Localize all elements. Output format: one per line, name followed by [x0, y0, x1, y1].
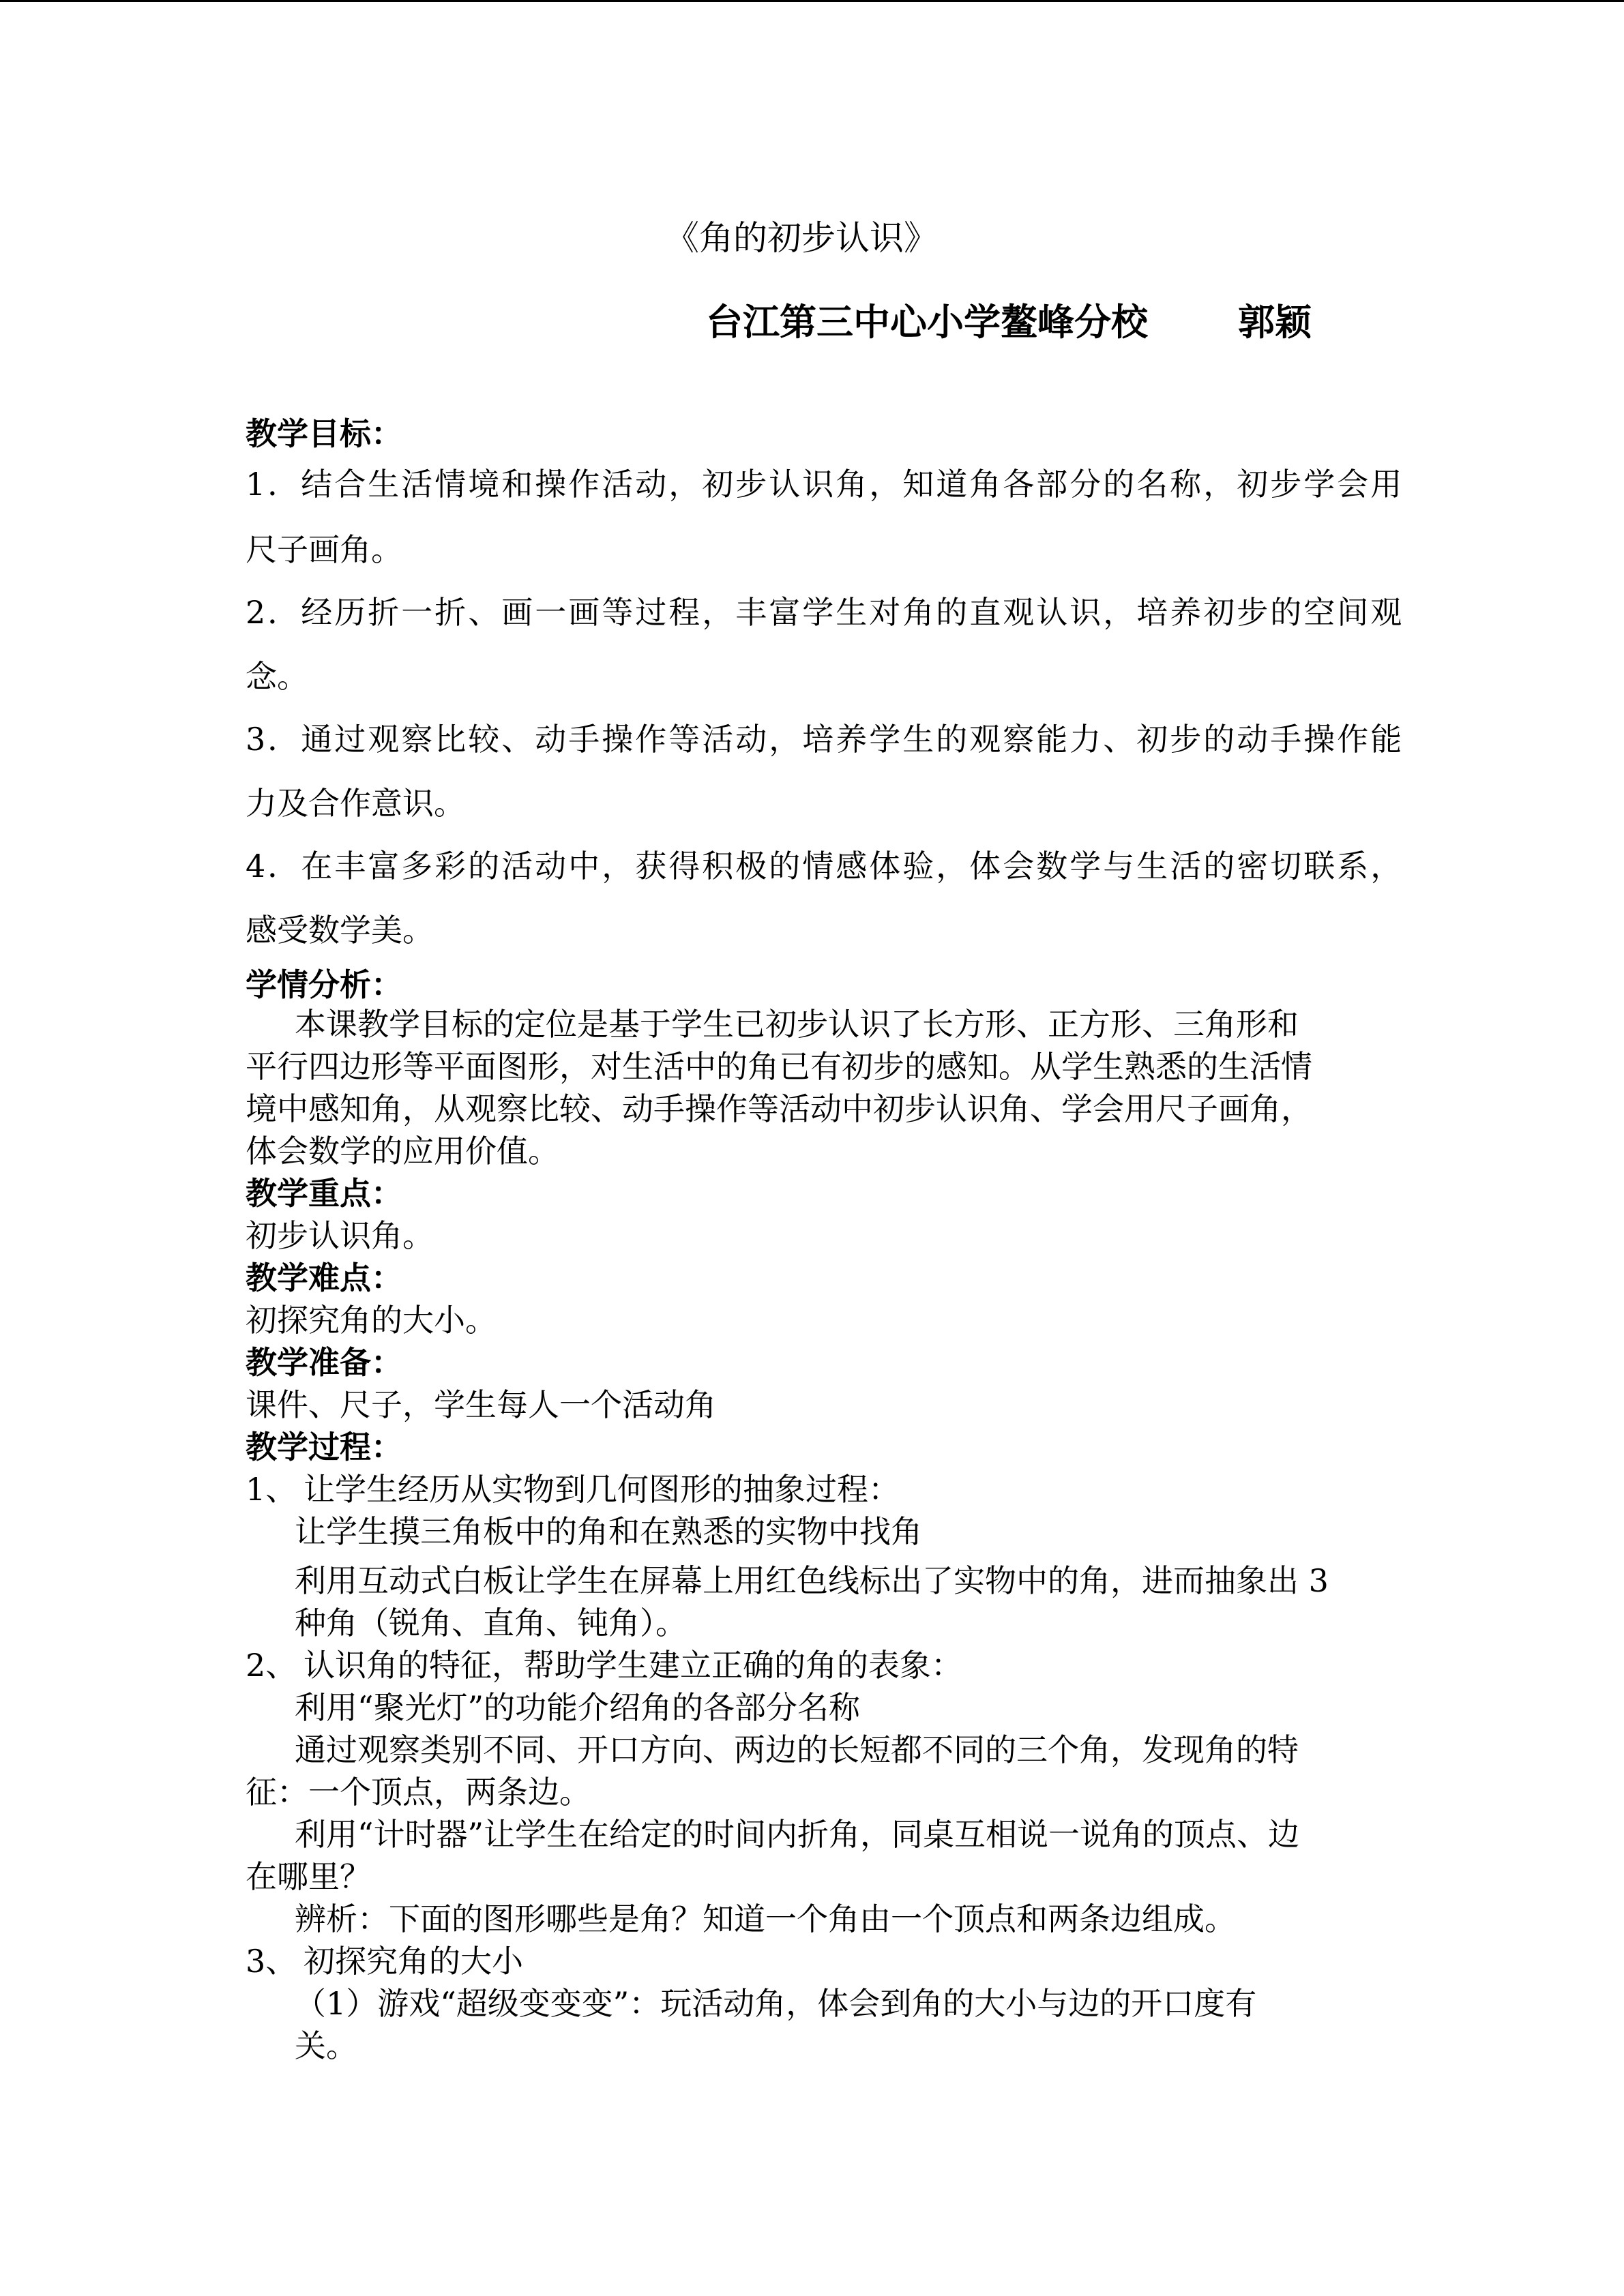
analysis-heading: 学情分析：: [246, 966, 402, 1003]
step-2-line: 辨析：下面的图形哪些是角？知道一个角由一个顶点和两条边组成。: [295, 1900, 1236, 1937]
objective-3-line2: 力及合作意识。: [246, 785, 465, 822]
step-2-line: 在哪里？: [246, 1858, 371, 1895]
author-name: 郭颖: [1238, 301, 1312, 344]
step-2-line: 征：一个顶点，两条边。: [246, 1774, 591, 1810]
step-1-title: 让学生经历从实物到几何图形的抽象过程：: [304, 1471, 900, 1508]
step-1-line: 种角（锐角、直角、钝角）。: [295, 1605, 687, 1641]
analysis-line: 平行四边形等平面图形，对生活中的角已有初步的感知。从学生熟悉的生活情: [246, 1048, 1312, 1085]
step-1-number: 1、: [246, 1471, 297, 1508]
key-point-heading: 教学重点：: [246, 1175, 402, 1212]
step-2-line: 通过观察类别不同、开口方向、两边的长短都不同的三个角，发现角的特: [295, 1731, 1299, 1768]
objective-1-line1: 1．结合生活情境和操作活动，初步认识角，知道角各部分的名称，初步学会用: [246, 466, 1404, 503]
author-school: 台江第三中心小学鳌峰分校: [706, 301, 1148, 344]
objective-4-line1: 4．在丰富多彩的活动中，获得积极的情感体验，体会数学与生活的密切联系，: [246, 848, 1404, 884]
step-1-line: 让学生摸三角板中的角和在熟悉的实物中找角: [295, 1513, 922, 1550]
objective-2-line2: 念。: [246, 658, 308, 695]
objective-1-line2: 尺子画角。: [246, 531, 402, 568]
step-3-line: （1）游戏“超级变变变”：玩活动角，体会到角的大小与边的开口度有: [295, 1985, 1257, 2022]
step-2-line: 利用“聚光灯”的功能介绍角的各部分名称: [295, 1689, 861, 1726]
process-heading: 教学过程：: [246, 1429, 402, 1465]
analysis-line: 本课教学目标的定位是基于学生已初步认识了长方形、正方形、三角形和: [295, 1006, 1299, 1043]
analysis-line: 体会数学的应用价值。: [246, 1133, 559, 1169]
objective-2-line1: 2．经历折一折、画一画等过程，丰富学生对角的直观认识，培养初步的空间观: [246, 594, 1404, 631]
preparation-heading: 教学准备：: [246, 1344, 402, 1381]
document-title: 《角的初步认识》: [665, 218, 938, 258]
difficulty-text: 初探究角的大小。: [246, 1302, 497, 1339]
key-point-text: 初步认识角。: [246, 1217, 434, 1254]
step-3-line: 关。: [295, 2027, 357, 2064]
preparation-text: 课件、尺子，学生每人一个活动角: [246, 1386, 716, 1423]
objective-3-line1: 3．通过观察比较、动手操作等活动，培养学生的观察能力、初步的动手操作能: [246, 721, 1404, 758]
step-3-number: 3、: [246, 1943, 297, 1980]
objective-4-line2: 感受数学美。: [246, 912, 434, 949]
difficulty-heading: 教学难点：: [246, 1259, 402, 1296]
objectives-heading: 教学目标：: [246, 415, 402, 452]
step-2-line: 利用“计时器”让学生在给定的时间内折角，同桌互相说一说角的顶点、边: [295, 1816, 1300, 1853]
analysis-line: 境中感知角，从观察比较、动手操作等活动中初步认识角、学会用尺子画角，: [246, 1090, 1312, 1127]
step-2-title: 认识角的特征，帮助学生建立正确的角的表象：: [304, 1647, 962, 1684]
step-1-line: 利用互动式白板让学生在屏幕上用红色线标出了实物中的角，进而抽象出 3: [295, 1562, 1329, 1599]
step-3-title: 初探究角的大小: [304, 1943, 523, 1980]
step-2-number: 2、: [246, 1647, 297, 1684]
